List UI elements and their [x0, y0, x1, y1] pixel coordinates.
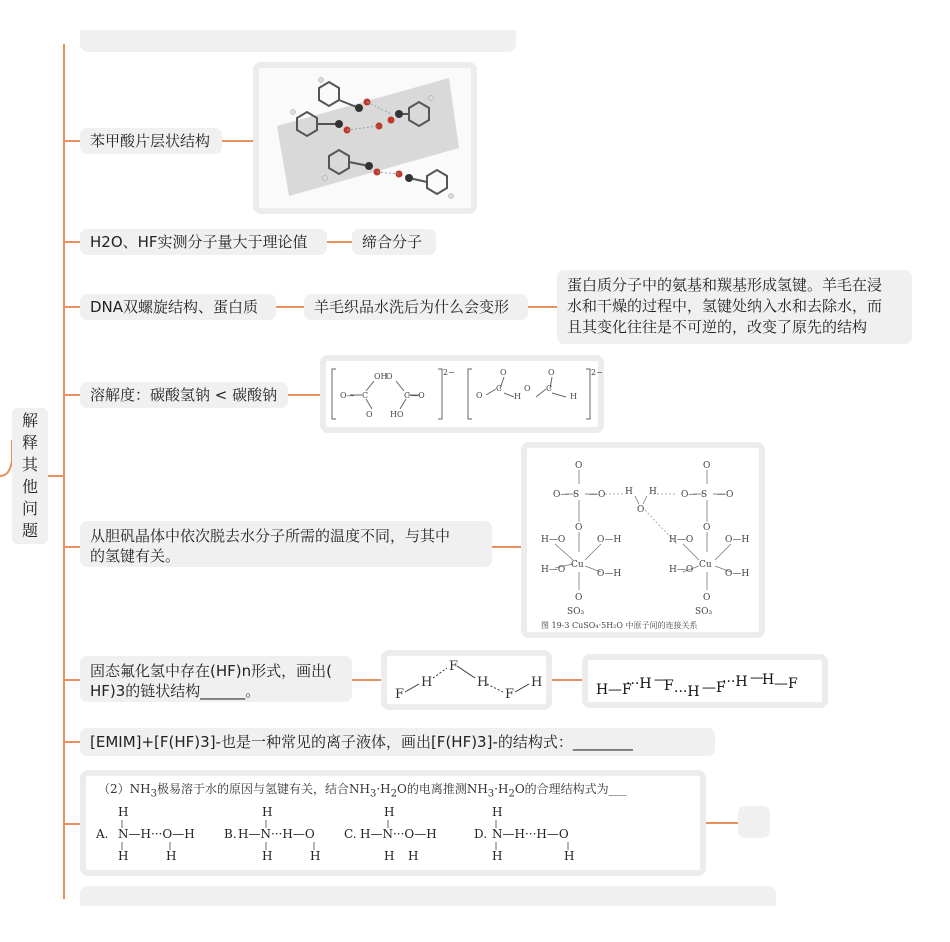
svg-text:S: S [701, 490, 708, 500]
molecular-layer-picture [259, 68, 471, 208]
hf-chain-image-2 [582, 654, 828, 708]
svg-text:O: O [703, 523, 711, 533]
svg-text:N—H···H—O: N—H···H—O [492, 827, 569, 841]
svg-text:—O: —O [589, 490, 606, 500]
nh3-options-picture [88, 800, 698, 866]
svg-text:O—: O— [340, 391, 355, 400]
svg-text:S: S [573, 490, 580, 500]
svg-text:H: H [384, 805, 395, 819]
hf-linear-chain-picture [588, 660, 822, 702]
wool-question-node[interactable]: 羊毛织品水洗后为什么会变形 [304, 294, 528, 320]
branch-connector [327, 241, 352, 243]
svg-text:O: O [386, 372, 393, 381]
svg-text:H: H [762, 672, 775, 688]
branch-connector [222, 140, 254, 142]
svg-text:O—H: O—H [725, 535, 750, 545]
svg-text:H: H [531, 675, 543, 690]
nh3-question-text: $(2)NH_3$极易溶于水的原因与氢键有关，结合$NH_3\cdot H_2O$的电离推测$NH_3\cdot H_2O$的合理结构式为___ [98, 782, 627, 800]
svg-text:C—O: C—O [404, 391, 425, 400]
svg-text:SO₃: SO₃ [567, 607, 585, 617]
svg-text:H: H [262, 849, 273, 863]
trunk-line [63, 44, 65, 899]
svg-text:C: C [546, 384, 553, 393]
svg-text:H: H [310, 849, 321, 863]
svg-text:O: O [575, 593, 583, 603]
branch-connector [492, 546, 522, 548]
root-char: 他 [21, 477, 38, 496]
root-char: 其 [21, 455, 38, 474]
carbonate-structure-image [320, 355, 604, 433]
svg-text:H: H [596, 682, 609, 698]
svg-text:H: H [408, 849, 419, 863]
svg-text:D.: D. [474, 827, 488, 841]
svg-text:—F: —F [702, 680, 726, 696]
svg-text:O: O [500, 368, 507, 377]
svg-text:O: O [575, 461, 583, 471]
cuso4-caption: 图 19-3 CuSO₄·5H₂O 中原子间的连接关系 [541, 621, 698, 630]
svg-text:H: H [384, 849, 395, 863]
svg-text:H: H [118, 849, 129, 863]
svg-text:H: H [570, 392, 577, 401]
svg-text:A.: A. [96, 827, 109, 841]
hf-chain-node[interactable]: 固态氟化氢中存在(HF)n形式，画出( HF)3的链状结构______。 [80, 656, 352, 702]
svg-text:C: C [496, 384, 503, 393]
svg-text:O: O [366, 410, 373, 419]
branch-connector [64, 306, 80, 308]
svg-text:O—H: O—H [597, 569, 622, 579]
root-char: 问 [21, 499, 38, 518]
svg-text:O: O [703, 593, 711, 603]
svg-text:OH: OH [374, 372, 388, 381]
svg-text:H: H [477, 675, 489, 690]
svg-text:H: H [564, 849, 575, 863]
root-connector [48, 475, 64, 477]
svg-text:H—O: H—O [541, 565, 566, 575]
branch-connector [64, 741, 80, 743]
svg-text:···H: ···H [674, 684, 700, 700]
branch-connector [352, 679, 382, 681]
svg-text:C: C [362, 391, 369, 400]
svg-text:O: O [524, 384, 531, 393]
hf-chain-image-1 [381, 650, 552, 710]
svg-text:···H: ···H [626, 676, 652, 692]
root-node[interactable] [12, 408, 48, 544]
svg-text:H—O: H—O [669, 535, 694, 545]
svg-text:H: H [492, 849, 503, 863]
svg-text:—O: —O [717, 490, 734, 500]
svg-text:O—H: O—H [597, 535, 622, 545]
svg-text:H: H [649, 487, 657, 497]
svg-text:O—: O— [553, 490, 570, 500]
root-char: 解 [21, 411, 38, 430]
dna-node[interactable]: DNA双螺旋结构、蛋白质 [80, 294, 276, 320]
svg-text:Cu: Cu [699, 560, 712, 570]
svg-text:···H: ···H [722, 674, 748, 690]
hf-zigzag-picture [387, 656, 546, 704]
svg-text:H: H [421, 675, 433, 690]
svg-text:H: H [118, 805, 129, 819]
svg-text:H: H [166, 849, 177, 863]
carbonate-structures-picture [326, 361, 603, 427]
associated-molecules-node[interactable]: 缔合分子 [352, 229, 436, 255]
svg-text:O: O [476, 391, 483, 400]
branch-connector [64, 823, 80, 825]
branch-connector [706, 822, 738, 824]
svg-text:H—N···O—H: H—N···O—H [360, 827, 437, 841]
empty-answer-node[interactable] [738, 806, 770, 838]
cuso4-hydrogen-bond-picture [527, 448, 759, 632]
svg-text:N—H···O—H: N—H···O—H [118, 827, 195, 841]
svg-text:H: H [492, 805, 503, 819]
svg-text:O—H: O—H [725, 569, 750, 579]
root-char: 题 [21, 521, 38, 540]
svg-text:F: F [395, 687, 405, 702]
svg-text:2−: 2− [443, 368, 455, 377]
svg-text:H: H [262, 805, 273, 819]
cuso4-node[interactable]: 从胆矾晶体中依次脱去水分子所需的温度不同，与其中 的氢键有关。 [80, 521, 492, 567]
svg-text:H—O: H—O [541, 535, 566, 545]
svg-text:Cu: Cu [571, 560, 584, 570]
cuso4-structure-image [521, 442, 765, 638]
branch-connector [64, 140, 80, 142]
branch-connector [64, 394, 80, 396]
svg-text:—: — [750, 670, 764, 686]
branch-connector [64, 546, 80, 548]
benzoic-acid-image [253, 62, 477, 214]
svg-text:HO: HO [390, 410, 404, 419]
svg-text:O: O [575, 523, 583, 533]
wool-answer-node[interactable]: 蛋白质分子中的氨基和羰基形成氢键。羊毛在浸 水和干燥的过程中，氢键处纳入水和去除水，而 且其变化往往是不可逆的，改变了原先的结构 [557, 270, 912, 344]
svg-text:—F: —F [774, 676, 798, 692]
benzoic-acid-node[interactable]: 苯甲酸片层状结构 [80, 128, 222, 154]
svg-text:H—O: H—O [669, 565, 694, 575]
solubility-node[interactable]: 溶解度：碳酸氢钠 < 碳酸钠 [80, 382, 288, 408]
cutoff-bottom-node[interactable] [80, 886, 776, 906]
branch-connector [64, 241, 80, 243]
svg-text:O: O [548, 368, 555, 377]
svg-text:H: H [625, 487, 633, 497]
svg-text:—F: —F [608, 682, 632, 698]
cutoff-top-node[interactable] [80, 30, 516, 52]
svg-text:F: F [664, 678, 674, 694]
branch-connector [276, 306, 304, 308]
h2o-hf-node[interactable]: H2O、HF实测分子量大于理论值 [80, 229, 327, 255]
nh3-question-image [80, 770, 706, 876]
branch-connector [288, 394, 321, 396]
svg-text:O—: O— [681, 490, 698, 500]
svg-text:SO₃: SO₃ [695, 607, 713, 617]
svg-text:F: F [505, 687, 515, 702]
emim-node[interactable]: [EMIM]+[F(HF)3]-也是一种常见的离子液体，画出[F(HF)3]-的结构式：________ [80, 728, 715, 756]
svg-text:B.: B. [224, 827, 237, 841]
svg-text:O: O [703, 461, 711, 471]
svg-text:F: F [449, 659, 459, 674]
svg-text:O: O [637, 505, 645, 515]
svg-text:H—N···H—O: H—N···H—O [238, 827, 315, 841]
branch-connector [552, 679, 583, 681]
svg-text:2−: 2− [591, 368, 603, 377]
svg-text:H: H [514, 392, 521, 401]
svg-text:—: — [654, 672, 668, 688]
branch-connector [64, 679, 80, 681]
branch-connector [528, 306, 557, 308]
root-char: 释 [21, 433, 38, 452]
svg-text:C.: C. [344, 827, 357, 841]
